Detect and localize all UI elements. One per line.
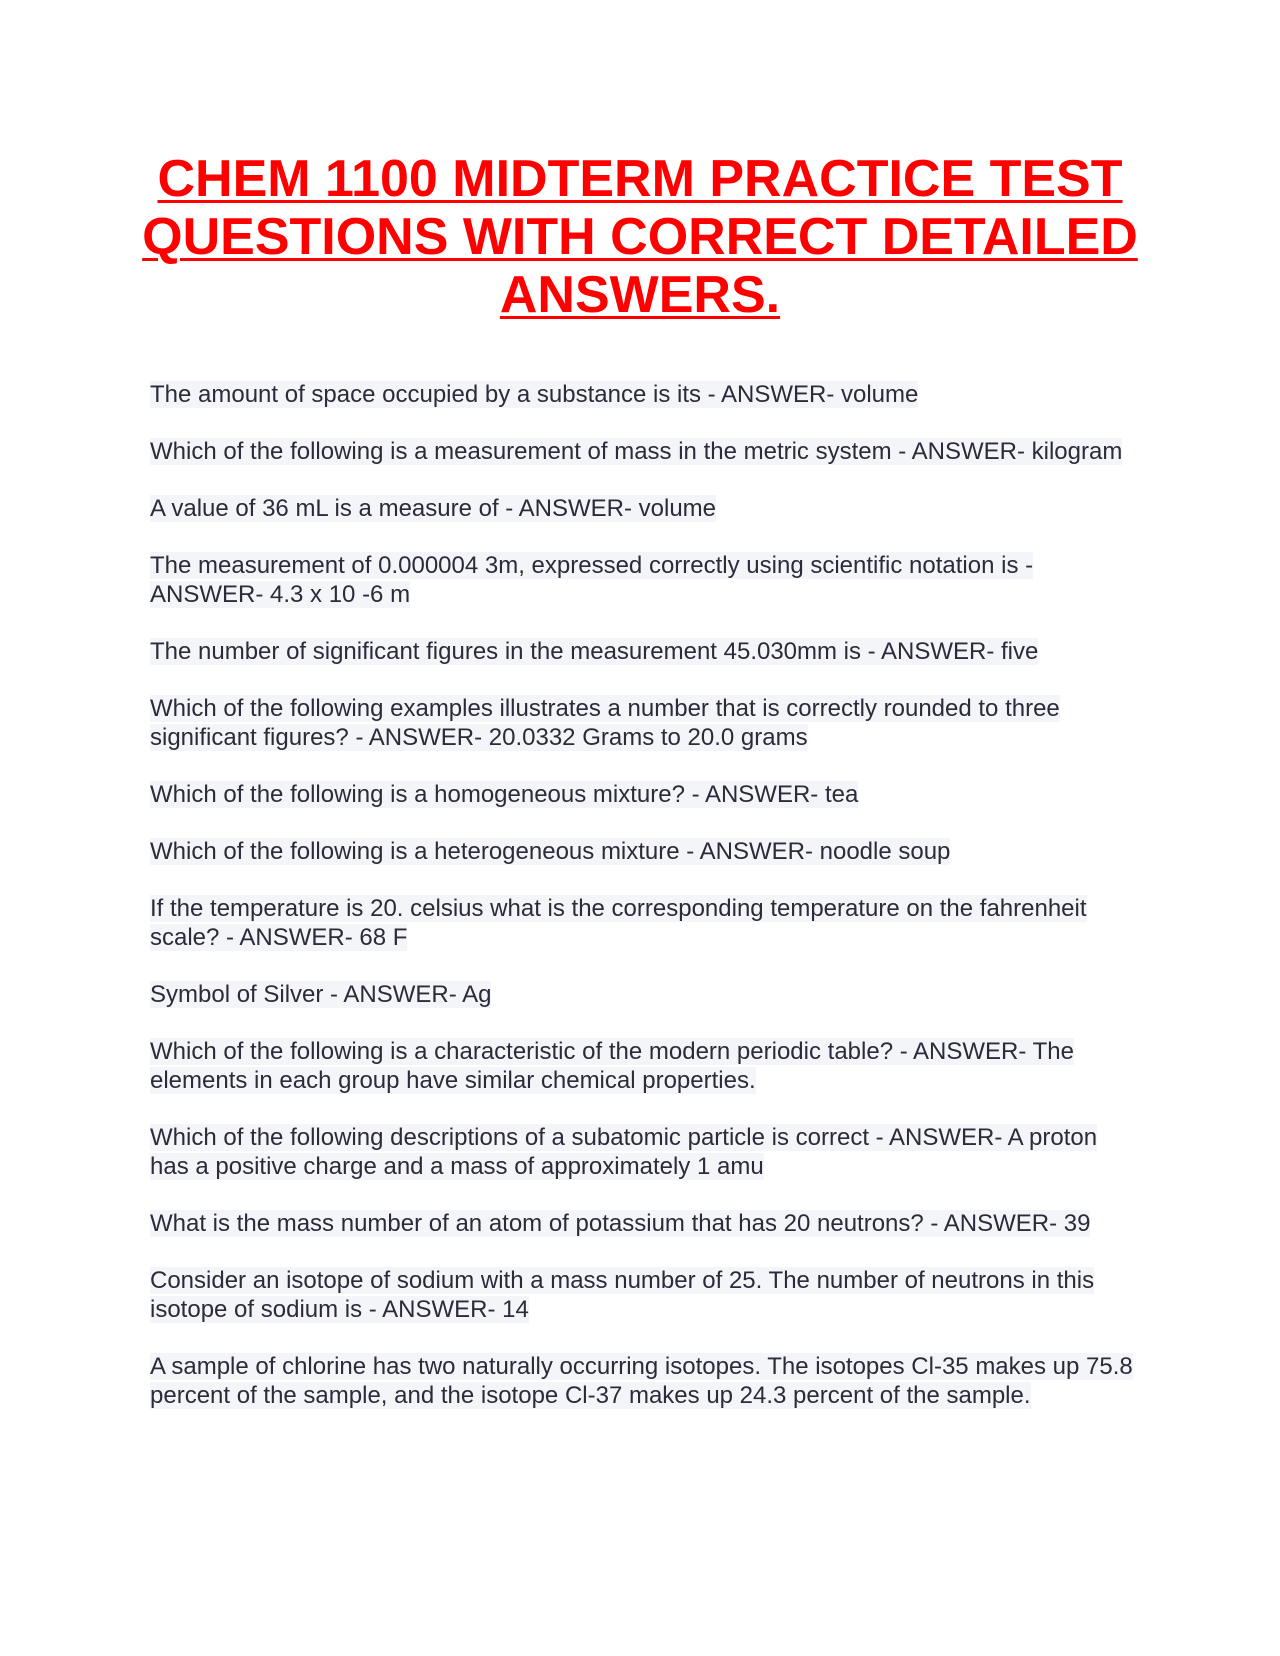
qa-item bbox=[150, 494, 1140, 523]
qa-item-text: Consider an isotope of sodium with a mass number of 25. The number of neutrons in this isotope of sodium is - ANSWER- 14 bbox=[150, 1267, 1095, 1323]
qa-item-text: The measurement of 0.000004 3m, expressed correctly using scientific notation is - ANSWER- 4.3 x 10 -6 m bbox=[150, 552, 1034, 608]
qa-item-text: The number of significant figures in the measurement 45.030mm is - ANSWER- five bbox=[150, 638, 1039, 665]
qa-item bbox=[150, 380, 1140, 409]
qa-item-text: Which of the following is a measurement of mass in the metric system - ANSWER- kilogram bbox=[150, 438, 1123, 465]
qa-item bbox=[150, 780, 1140, 809]
qa-item bbox=[150, 1123, 1140, 1181]
qa-item-text: Which of the following is a homogeneous mixture? - ANSWER- tea bbox=[150, 781, 859, 808]
qa-item bbox=[150, 1037, 1140, 1095]
qa-item bbox=[150, 437, 1140, 466]
qa-item bbox=[150, 551, 1140, 609]
qa-item bbox=[150, 980, 1140, 1009]
qa-item-text: What is the mass number of an atom of potassium that has 20 neutrons? - ANSWER- 39 bbox=[150, 1210, 1091, 1237]
qa-item-text: Which of the following descriptions of a subatomic particle is correct - ANSWER- A proton has a positive charge and a mass of approximately 1 amu bbox=[150, 1124, 1098, 1180]
qa-item bbox=[150, 694, 1140, 752]
qa-item bbox=[150, 894, 1140, 952]
qa-item-text: The amount of space occupied by a substance is its - ANSWER- volume bbox=[150, 381, 919, 408]
qa-item-text: A value of 36 mL is a measure of - ANSWER- volume bbox=[150, 495, 717, 522]
qa-item-text: Which of the following is a characteristic of the modern periodic table? - ANSWER- The elements in each group have similar chemical properties. bbox=[150, 1038, 1074, 1094]
qa-list bbox=[150, 380, 1140, 1438]
qa-item bbox=[150, 1352, 1140, 1410]
qa-item bbox=[150, 1266, 1140, 1324]
document-title: CHEM 1100 MIDTERM PRACTICE TEST QUESTIONS WITH CORRECT DETAILED ANSWERS. bbox=[142, 150, 1138, 324]
qa-item-text: Which of the following is a heterogeneous mixture - ANSWER- noodle soup bbox=[150, 838, 951, 865]
qa-item-text: Which of the following examples illustrates a number that is correctly rounded to three significant figures? - ANSWER- 20.0332 Grams to 20.0 grams bbox=[150, 695, 1060, 751]
qa-item bbox=[150, 837, 1140, 866]
qa-item-text: If the temperature is 20. celsius what is the corresponding temperature on the fahrenheit scale? - ANSWER- 68 F bbox=[150, 895, 1087, 951]
qa-item-text: Symbol of Silver - ANSWER- Ag bbox=[150, 981, 492, 1008]
qa-item-text: A sample of chlorine has two naturally occurring isotopes. The isotopes Cl-35 makes up 75.8 percent of the sample, and the isotope Cl-37 makes up 24.3 percent of the sample. bbox=[150, 1353, 1133, 1409]
qa-item bbox=[150, 1209, 1140, 1238]
qa-item bbox=[150, 637, 1140, 666]
